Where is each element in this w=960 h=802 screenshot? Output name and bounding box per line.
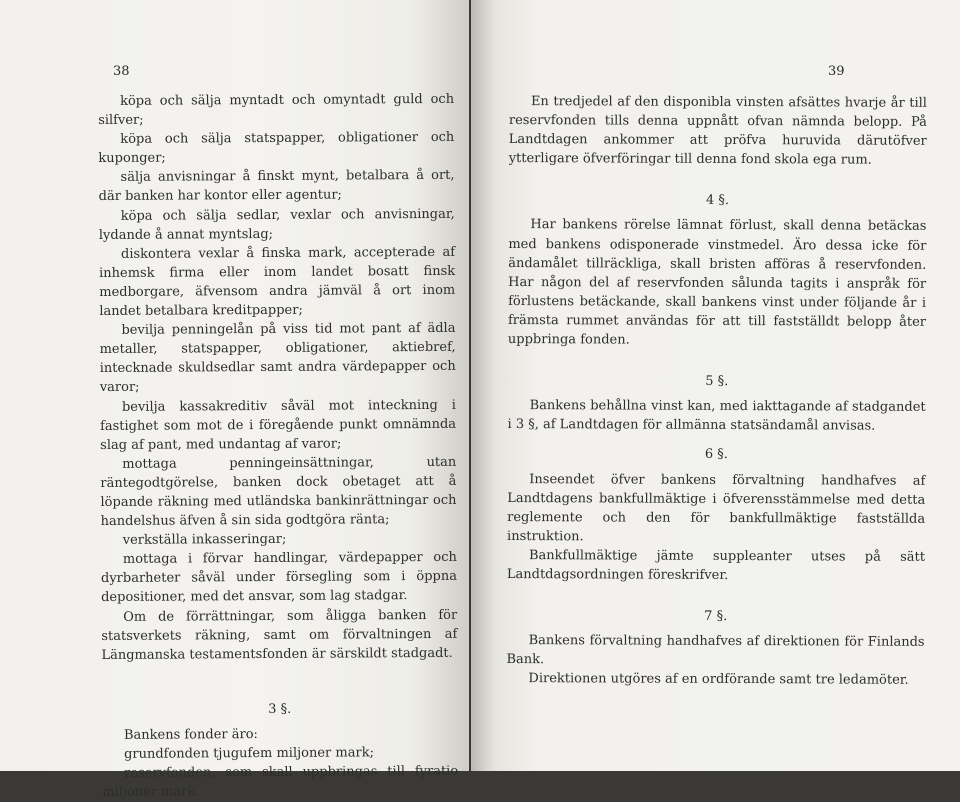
- section-heading: 7 §.: [704, 608, 728, 625]
- paragraph: grundfonden tjugufem miljoner mark;: [124, 745, 374, 762]
- paragraph: bevilja penningelån på viss tid mot pant af ädla metaller, statspapper, obligationer, aktiebref, intecknade skuldsedlar samt andra värdepapper och varor;: [99, 320, 456, 396]
- paragraph: Om de förrättningar, som åligga banken för statsverkets räkning, samt om förvaltningen af Längmanska testamentsfonden är särskildt stadgadt.: [101, 607, 458, 663]
- section-heading: 3 §.: [268, 701, 292, 717]
- section-heading: 4 §.: [705, 193, 730, 209]
- paragraph: mottaga penningeinsättningar, utan räntegodtgörelse, banken dock obetaget att å löpande räkning med utländska bankinrättningar och handelshus äfven å sin sida godtgöra ränta;: [100, 454, 457, 530]
- paragraph: Inseendet öfver bankens förvaltning handhafves af Landtdagens bankfullmäktige i öfverensstämmelse med detta reglemente och den för bankfullmäktige fastställda instruktion.: [507, 471, 926, 545]
- right-page: [471, 0, 960, 771]
- paragraph: köpa och sälja myntadt och omyntadt guld och silfver;: [98, 91, 455, 129]
- section-heading: 5 §.: [705, 373, 729, 390]
- page-number: 38: [113, 64, 130, 79]
- paragraph: En tredjedel af den disponibla vinsten afsättes hvarje år till reservfonden tills denna uppnått ofvan nämnda belopp. På Landtdagen ankommer att pröfva huruvida därutöfver ytterligare öfverföringar till denna fond skola ega rum.: [508, 94, 927, 168]
- paragraph: Har bankens rörelse lämnat förlust, skall denna betäckas med bankens odisponerade vinstmedel. Äro dessa icke för ändamålet tillräckliga, skall bristen afföras å reservfonden. Har någon del af reservfonden sålunda tagits i anspråk för förlustens betäckande, skall bankens vinst under följande år i främsta rummet användas för att till fastställdt belopp åter uppbringa fonden.: [507, 217, 927, 348]
- paragraph: mottaga i förvar handlingar, värdepapper och dyrbarheter såväl under försegling som i öppna depositioner, med det ansvar, som lag stadgar.: [100, 550, 458, 606]
- paragraph: diskontera vexlar å finska mark, accepterade af inhemsk firma eller inom landet bosatt finsk medborgare, äfvensom andra jämväl å ort inom landet betalbara kreditpapper;: [99, 244, 456, 320]
- paragraph: Bankens förvaltning handhafves af direktionen för Finlands Bank.: [506, 633, 925, 668]
- paragraph: Bankfullmäktige jämte suppleanter utses på sätt Landtdagsordningen föreskrifver.: [506, 547, 926, 583]
- paragraph: Bankens fonder äro:: [123, 726, 258, 743]
- paragraph: reservfonden, som skall uppbringas till fyratio miljoner mark.: [102, 763, 459, 801]
- section-heading: 6 §.: [704, 447, 728, 463]
- paragraph: köpa och sälja statspapper, obligationer och kuponger;: [98, 130, 455, 167]
- paragraph: bevilja kassakreditiv såväl mot inteckning i fastighet som mot de i föregående punkt omnämnda slag af pant, med undantag af varor;: [99, 397, 457, 453]
- paragraph: verkställa inkasseringar;: [122, 532, 287, 549]
- page-number: 39: [828, 64, 845, 79]
- paragraph: Bankens behållna vinst kan, med iakttagande af stadgandet i 3 §, af Landtdagen för allmänna statsändamål anvisas.: [507, 398, 926, 434]
- paragraph: köpa och sälja sedlar, vexlar och anvisningar, lydande å annat myntslag;: [98, 206, 455, 243]
- paragraph: sälja anvisningar å finskt mynt, betalbara å ort, där banken har kontor eller agentur;: [98, 168, 455, 205]
- paragraph: Direktionen utgöres af en ordförande samt tre ledamöter.: [528, 671, 909, 689]
- left-page: [0, 0, 469, 801]
- page-body: [506, 92, 927, 690]
- page-body: [98, 90, 458, 802]
